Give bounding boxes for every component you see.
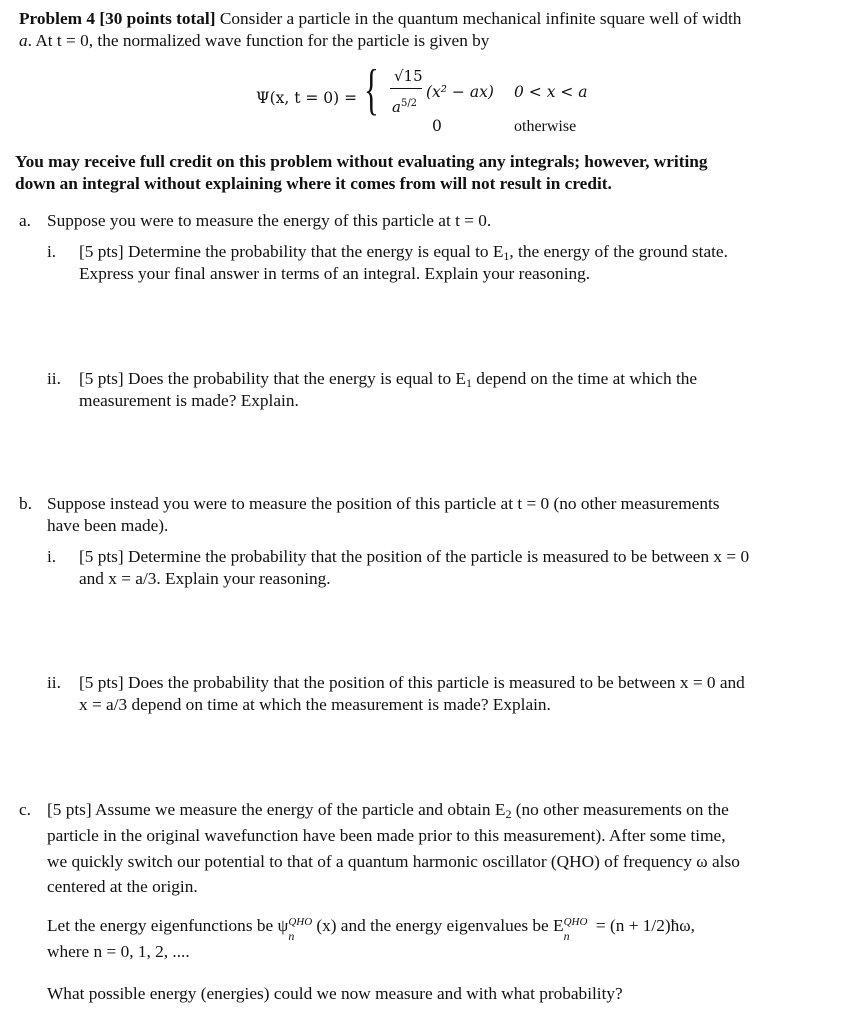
condition-otherwise: otherwise	[514, 118, 577, 135]
part-a-ii-label: ii.	[47, 369, 61, 388]
part-b-i-line2: and x = a/3. Explain your reasoning.	[79, 569, 331, 588]
part-a-ii-line2: measurement is made? Explain.	[79, 391, 299, 410]
note-line2: down an integral without explaining where it comes from will not result in credit.	[15, 174, 612, 193]
part-c-where: where n = 0, 1, 2, ....	[47, 942, 190, 961]
part-a-i-line2: Express your final answer in terms of an integral. Explain your reasoning.	[79, 264, 591, 283]
part-b-line1: Suppose instead you were to measure the position of this particle at t = 0 (no other measurements	[47, 494, 720, 513]
part-a-label: a.	[19, 211, 31, 230]
note-line1: You may receive full credit on this problem without evaluating any integrals; however, writing	[15, 152, 708, 171]
problem-intro-line2-row	[19, 30, 489, 52]
part-a-i-label: i.	[47, 242, 57, 261]
fraction-numerator: √15	[394, 67, 423, 85]
left-brace: {	[364, 59, 379, 121]
part-c-line4: centered at the origin.	[47, 877, 198, 896]
part-b-label: b.	[19, 494, 32, 513]
part-b-i-label: i.	[47, 547, 57, 566]
part-b-line2: have been made).	[47, 516, 169, 535]
part-c-question: What possible energy (energies) could we now measure and with what probability?	[47, 984, 623, 1003]
part-a-text: Suppose you were to measure the energy of this particle at t = 0.	[47, 211, 492, 230]
width-variable: a	[19, 31, 28, 50]
part-b-i-line1: [5 pts] Determine the probability that the position of the particle is measured to be between x = 0	[79, 547, 750, 566]
part-c-line3: we quickly switch our potential to that of a quantum harmonic oscillator (QHO) of frequency ω also	[47, 852, 740, 871]
part-a-ii-line1: [5 pts] Does the probability that the energy is equal to $E_1$ depend on the time at which the	[79, 369, 698, 390]
part-b-ii-line2: x = a/3 depend on time at which the measurement is made? Explain.	[79, 695, 551, 714]
equation-lhs: Ψ(x, t = 0) =	[256, 89, 358, 107]
fraction-bar	[390, 88, 422, 89]
problem-title: Problem 4 [30 points total]	[19, 9, 216, 28]
problem-intro-line2: . At t = 0, the normalized wave function for the particle is given by	[27, 31, 490, 50]
part-c-line1: [5 pts] Assume we measure the energy of the particle and obtain $E_2$ (no other measurements on the	[47, 800, 729, 821]
part-c-let-line: Let the energy eigenfunctions be ψ QHO n (x) and the energy eigenvalues be E QHO n = (n + 1/2)ħω,	[47, 916, 695, 943]
part-b-ii-label: ii.	[47, 673, 61, 692]
part-c-label: c.	[19, 800, 31, 819]
part-c-line2: particle in the original wavefunction have been made prior to this measurement). After some time,	[47, 826, 726, 845]
part-b-ii-line1: [5 pts] Does the probability that the position of this particle is measured to be between x = 0 and	[79, 673, 745, 692]
fraction-denominator: $a^{5/2}$	[392, 98, 418, 116]
condition-inside: 0 < x < a	[514, 83, 588, 101]
wavefunction-factor: (x² − ax)	[426, 83, 494, 101]
problem-intro-line1: Consider a particle in the quantum mechanical infinite square well of width	[219, 9, 742, 28]
case2-value: 0	[432, 117, 442, 135]
part-a-i-line1: [5 pts] Determine the probability that the energy is equal to $E_1$, the energy of the ground state.	[79, 242, 728, 263]
problem-header	[19, 8, 741, 30]
